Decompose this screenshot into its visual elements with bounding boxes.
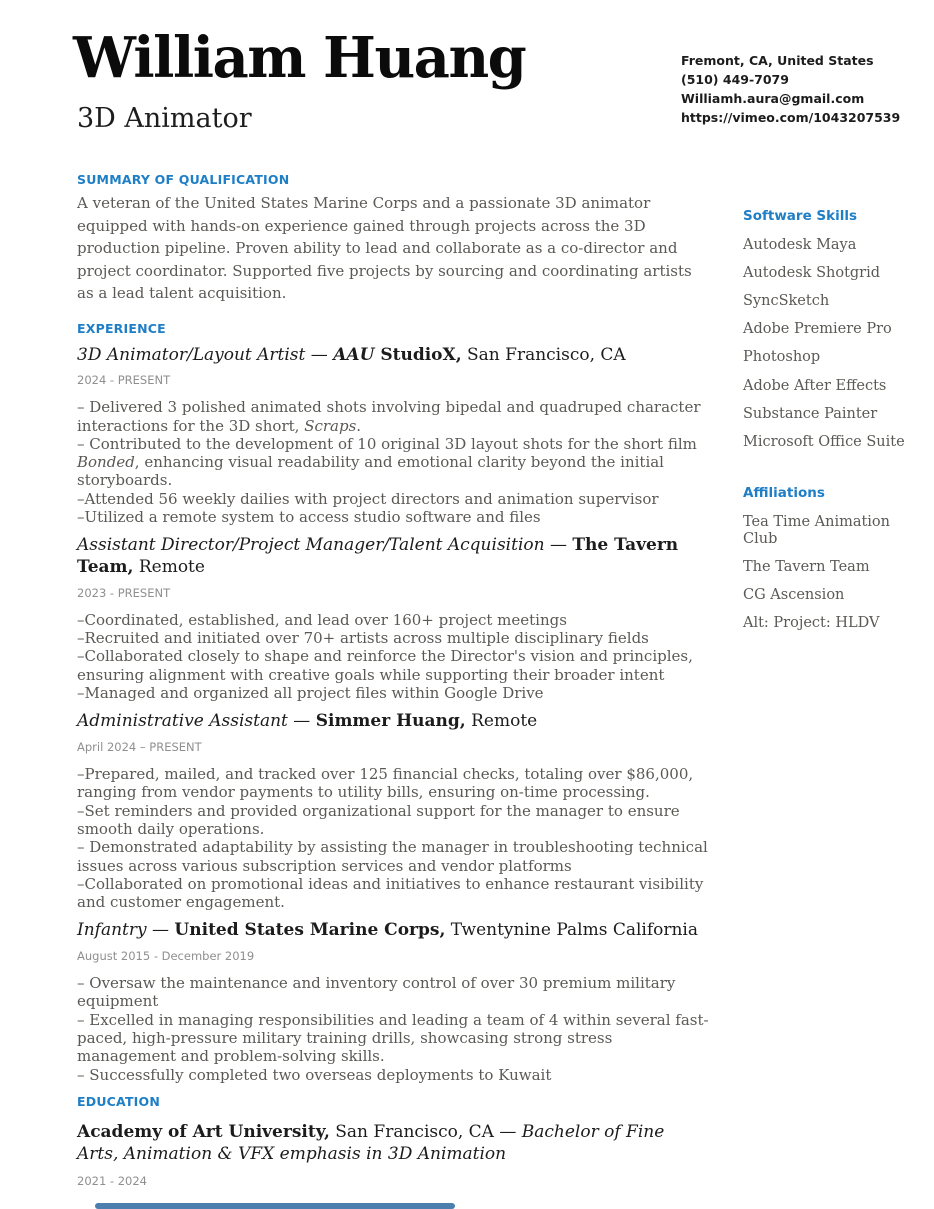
bullet-line: –Set reminders and provided organizational support for the manager to ensure smooth daily operations. bbox=[77, 801, 680, 838]
contact-block bbox=[681, 51, 931, 127]
affiliation-item: CG Ascension bbox=[743, 587, 845, 604]
contact-line: Fremont, CA, United States bbox=[681, 53, 874, 68]
bullet-line: –Collaborated closely to shape and reinforce the Director's vision and principles, ensuring alignment with creative goals while supporting their broader intent bbox=[77, 647, 693, 684]
sidebar-heading-affiliations: Affiliations bbox=[743, 484, 825, 501]
job-dates: 2024 - PRESENT bbox=[77, 373, 171, 388]
summary-text: A veteran of the United States Marine Corps and a passionate 3D animator equipped with hands-on experience gained through projects across the 3D production pipeline. Proven ability to lead and collaborate as a co-director and project coordinator. Supported five projects by sourcing and coordinating artists as a lead talent acquisition. bbox=[77, 194, 692, 302]
skill-item: Adobe After Effects bbox=[743, 377, 887, 394]
bullet-line: –Attended 56 weekly dailies with project directors and animation supervisor bbox=[77, 489, 659, 508]
affiliations-list bbox=[743, 514, 919, 633]
job-bullets bbox=[77, 398, 710, 526]
main-column bbox=[77, 172, 710, 1199]
job-title-line: Assistant Director/Project Manager/Talent Acquisition — The Tavern Team, Remote bbox=[77, 535, 679, 578]
skill-item: Microsoft Office Suite bbox=[743, 433, 905, 450]
bullet-line: –Managed and organized all project files within Google Drive bbox=[77, 684, 544, 703]
skill-item: Autodesk Shotgrid bbox=[743, 265, 881, 282]
sidebar-heading-software-skills: Software Skills bbox=[743, 208, 858, 224]
skill-item: SyncSketch bbox=[743, 293, 830, 310]
bullet-line: – Demonstrated adaptability by assisting the manager in troubleshooting technical issues across various subscription services and vendor platforms bbox=[77, 838, 708, 875]
section-heading-education: EDUCATION bbox=[77, 1093, 161, 1109]
contact-line: (510) 449-7079 bbox=[681, 72, 789, 87]
bullet-line: – Contributed to the development of 10 original 3D layout shots for the short film Bonded, enhancing visual readability and emotional clarity beyond the initial storyboards. bbox=[77, 434, 697, 490]
affiliation-item: Tea Time Animation Club bbox=[743, 513, 891, 547]
section-heading-experience: EXPERIENCE bbox=[77, 320, 166, 336]
job-bullets bbox=[77, 611, 710, 702]
job-bullets bbox=[77, 974, 710, 1084]
skill-item: Photoshop bbox=[743, 349, 821, 366]
bullet-line: –Recruited and initiated over 70+ artists across multiple disciplinary fields bbox=[77, 629, 649, 648]
job-dates: April 2024 – PRESENT bbox=[77, 740, 202, 755]
job-bullets bbox=[77, 765, 710, 911]
affiliation-item: The Tavern Team bbox=[743, 559, 870, 576]
job-entry bbox=[77, 711, 710, 911]
education-dates: 2021 - 2024 bbox=[77, 1174, 147, 1189]
education-degree-line: Academy of Art University, San Francisco, CA — Bachelor of Fine Arts, Animation & VFX emphasis in 3D Animation bbox=[77, 1121, 665, 1165]
software-skills-list bbox=[743, 237, 919, 451]
contact-line: https://vimeo.com/1043207539 bbox=[681, 110, 901, 125]
bullet-line: –Collaborated on promotional ideas and initiatives to enhance restaurant visibility and customer engagement. bbox=[77, 874, 704, 912]
horizontal-scrollbar-thumb[interactable] bbox=[95, 1203, 455, 1209]
job-title-line: Infantry — United States Marine Corps, Twentynine Palms California bbox=[77, 920, 699, 941]
bullet-line: – Delivered 3 polished animated shots involving bipedal and quadruped character interactions for the 3D short, Scraps. bbox=[77, 398, 701, 435]
bullet-line: –Utilized a remote system to access studio software and files bbox=[77, 508, 541, 527]
job-title-line: Administrative Assistant — Simmer Huang, Remote bbox=[77, 711, 538, 732]
job-entry bbox=[77, 345, 710, 527]
skill-item: Adobe Premiere Pro bbox=[743, 321, 892, 338]
job-dates: 2023 - PRESENT bbox=[77, 585, 171, 600]
contact-line: Williamh.aura@gmail.com bbox=[681, 91, 865, 106]
experience-list bbox=[77, 345, 710, 1084]
bullet-line: – Excelled in managing responsibilities and leading a team of 4 within several fast-paced, high-pressure military training drills, showcasing strong stress management and problem-solving skills. bbox=[77, 1010, 709, 1066]
person-job-title: 3D Animator bbox=[77, 103, 252, 134]
skill-item: Substance Painter bbox=[743, 405, 878, 422]
section-heading-summary: SUMMARY OF QUALIFICATION bbox=[77, 172, 290, 187]
bullet-line: – Successfully completed two overseas deployments to Kuwait bbox=[77, 1065, 552, 1084]
sidebar bbox=[743, 208, 919, 643]
bullet-line: –Coordinated, established, and lead over 160+ project meetings bbox=[77, 610, 567, 629]
person-name: William Huang bbox=[73, 25, 526, 91]
bullet-line: – Oversaw the maintenance and inventory control of over 30 premium military equipment bbox=[77, 974, 676, 1011]
affiliation-item: Alt: Project: HLDV bbox=[743, 615, 880, 632]
skill-item: Autodesk Maya bbox=[743, 237, 857, 253]
job-title-line: 3D Animator/Layout Artist — AAU StudioX, San Francisco, CA bbox=[77, 344, 626, 365]
job-dates: August 2015 - December 2019 bbox=[77, 949, 255, 964]
bullet-line: –Prepared, mailed, and tracked over 125 financial checks, totaling over $86,000, ranging from vendor payments to utility bills, ensuring on-time processing. bbox=[77, 765, 694, 802]
job-entry bbox=[77, 535, 710, 702]
job-entry bbox=[77, 920, 710, 1084]
